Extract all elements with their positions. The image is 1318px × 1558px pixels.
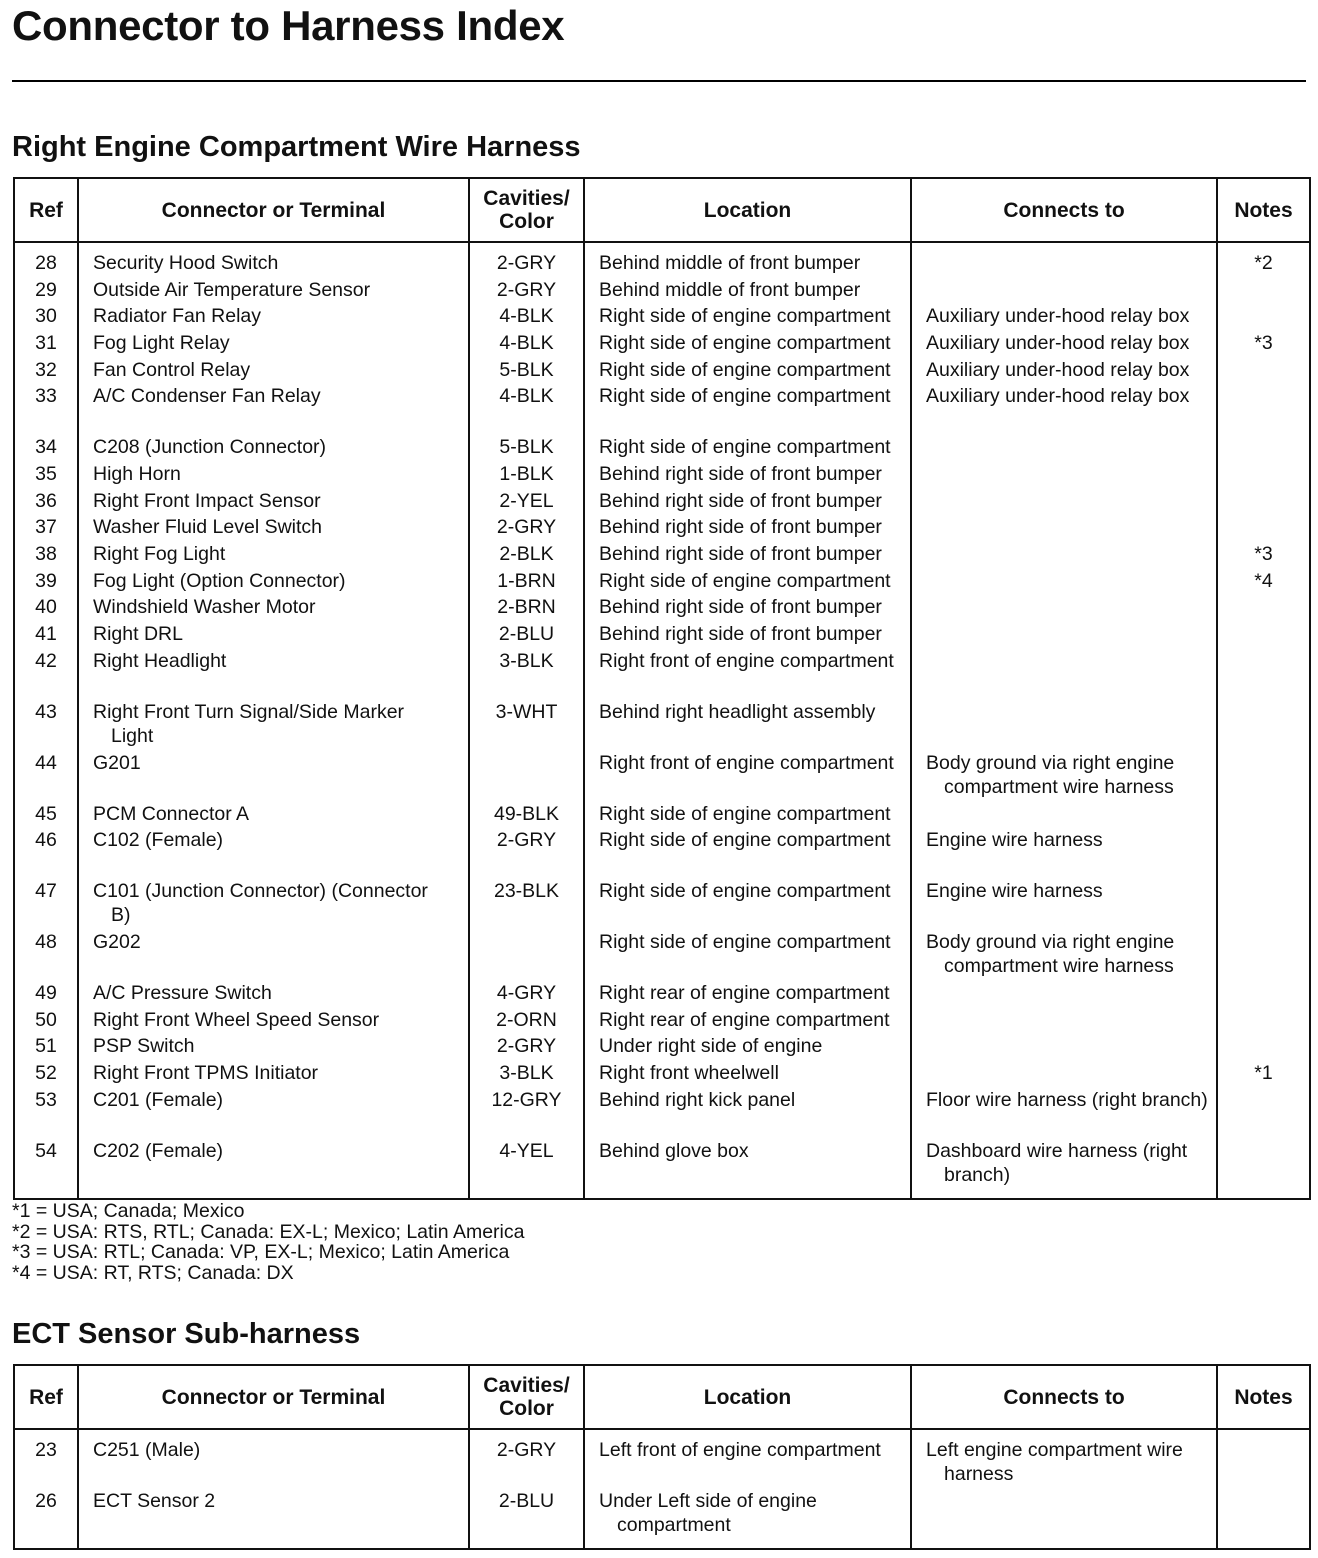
table-row	[14, 622, 1310, 649]
location-cell: Behind right side of front bumper	[584, 595, 911, 622]
ect-sensor-harness-table	[13, 1364, 1311, 1550]
table-row	[14, 331, 1310, 358]
connects-to-cell	[911, 649, 1217, 700]
notes-cell: *1	[1217, 1061, 1310, 1088]
cavities-cell: 2-BLU	[469, 622, 584, 649]
ref-cell: 52	[14, 1061, 78, 1088]
notes-cell	[1217, 358, 1310, 385]
connects-to-cell	[911, 1489, 1217, 1549]
footnote: *4 = USA: RT, RTS; Canada: DX	[12, 1261, 294, 1284]
connector-cell: Security Hood Switch	[78, 242, 469, 278]
connector-cell: Windshield Washer Motor	[78, 595, 469, 622]
notes-cell	[1217, 930, 1310, 981]
location-cell: Behind right side of front bumper	[584, 542, 911, 569]
table-row	[14, 1034, 1310, 1061]
table-row	[14, 1489, 1310, 1549]
ref-cell: 34	[14, 435, 78, 462]
notes-cell	[1217, 981, 1310, 1008]
connector-cell: C102 (Female)	[78, 828, 469, 879]
connector-cell: Fog Light Relay	[78, 331, 469, 358]
cavities-cell	[469, 930, 584, 981]
notes-cell	[1217, 1489, 1310, 1549]
table-row	[14, 595, 1310, 622]
right-engine-harness-table	[13, 177, 1311, 1200]
table-row	[14, 879, 1310, 930]
location-cell: Behind right side of front bumper	[584, 489, 911, 516]
ref-cell: 37	[14, 515, 78, 542]
table-row	[14, 930, 1310, 981]
connector-cell: ECT Sensor 2	[78, 1489, 469, 1549]
connects-to-cell: Engine wire harness	[911, 879, 1217, 930]
connector-cell: A/C Pressure Switch	[78, 981, 469, 1008]
location-cell: Behind right side of front bumper	[584, 462, 911, 489]
ref-cell: 46	[14, 828, 78, 879]
cavities-cell: 23-BLK	[469, 879, 584, 930]
footnote: *3 = USA: RTL; Canada: VP, EX-L; Mexico; Latin America	[12, 1241, 510, 1263]
connects-to-cell	[911, 802, 1217, 829]
cavities-cell: 4-BLK	[469, 384, 584, 435]
connects-to-cell: Auxiliary under-hood relay box	[911, 331, 1217, 358]
cavities-cell: 2-ORN	[469, 1008, 584, 1035]
location-cell: Right side of engine compartment	[584, 802, 911, 829]
notes-cell: *4	[1217, 569, 1310, 596]
location-cell: Under right side of engine	[584, 1034, 911, 1061]
location-cell: Right side of engine compartment	[584, 930, 911, 981]
connector-cell: Right Front TPMS Initiator	[78, 1061, 469, 1088]
notes-cell	[1217, 622, 1310, 649]
ref-cell: 48	[14, 930, 78, 981]
table-row	[14, 435, 1310, 462]
cavities-cell: 2-BLU	[469, 1489, 584, 1549]
notes-cell	[1217, 489, 1310, 516]
cavities-cell: 3-WHT	[469, 700, 584, 751]
connector-cell: C201 (Female)	[78, 1088, 469, 1139]
ref-cell: 42	[14, 649, 78, 700]
cavities-cell: 2-GRY	[469, 1034, 584, 1061]
table-row	[14, 802, 1310, 829]
cavities-cell: 2-GRY	[469, 515, 584, 542]
connects-to-cell	[911, 569, 1217, 596]
col-header-notes: Notes	[1217, 1365, 1310, 1429]
cavities-cell: 4-YEL	[469, 1139, 584, 1199]
ref-cell: 31	[14, 331, 78, 358]
ref-cell: 53	[14, 1088, 78, 1139]
location-cell: Right rear of engine compartment	[584, 981, 911, 1008]
ref-cell: 39	[14, 569, 78, 596]
location-cell: Right side of engine compartment	[584, 384, 911, 435]
table-row	[14, 1088, 1310, 1139]
col-header-notes: Notes	[1217, 178, 1310, 242]
footnote: *1 = USA; Canada; Mexico	[12, 1200, 245, 1222]
connects-to-cell	[911, 462, 1217, 489]
cavities-cell: 1-BLK	[469, 462, 584, 489]
cavities-cell: 49-BLK	[469, 802, 584, 829]
cavities-cell: 12-GRY	[469, 1088, 584, 1139]
connects-to-cell: Auxiliary under-hood relay box	[911, 384, 1217, 435]
notes-cell	[1217, 879, 1310, 930]
ref-cell: 41	[14, 622, 78, 649]
ref-cell: 40	[14, 595, 78, 622]
footnote: *2 = USA: RTS, RTL; Canada: EX-L; Mexico; Latin America	[12, 1220, 525, 1243]
notes-cell	[1217, 751, 1310, 802]
location-cell: Behind right side of front bumper	[584, 622, 911, 649]
cavities-cell: 5-BLK	[469, 358, 584, 385]
location-cell: Right front of engine compartment	[584, 649, 911, 700]
section-title-right-engine: Right Engine Compartment Wire Harness	[12, 131, 581, 163]
section-title-ect-sensor: ECT Sensor Sub-harness	[12, 1318, 361, 1350]
connects-to-cell	[911, 542, 1217, 569]
location-cell: Under Left side of engine compartment	[584, 1489, 911, 1549]
ref-cell: 38	[14, 542, 78, 569]
notes-cell	[1217, 802, 1310, 829]
location-cell: Right front of engine compartment	[584, 751, 911, 802]
page-title: Connector to Harness Index	[12, 2, 565, 49]
location-cell: Right side of engine compartment	[584, 304, 911, 331]
connector-cell: Radiator Fan Relay	[78, 304, 469, 331]
location-cell: Left front of engine compartment	[584, 1429, 911, 1489]
connector-cell: PSP Switch	[78, 1034, 469, 1061]
location-cell: Behind middle of front bumper	[584, 278, 911, 305]
ref-cell: 29	[14, 278, 78, 305]
location-cell: Right front wheelwell	[584, 1061, 911, 1088]
cavities-cell: 3-BLK	[469, 1061, 584, 1088]
cavities-cell: 2-BLK	[469, 542, 584, 569]
connects-to-cell	[911, 242, 1217, 278]
table-row	[14, 358, 1310, 385]
table-row	[14, 489, 1310, 516]
table-row	[14, 542, 1310, 569]
location-cell: Behind right headlight assembly	[584, 700, 911, 751]
connects-to-cell: Engine wire harness	[911, 828, 1217, 879]
table-row	[14, 828, 1310, 879]
location-cell: Behind glove box	[584, 1139, 911, 1199]
location-cell: Behind right kick panel	[584, 1088, 911, 1139]
connects-to-cell: Body ground via right engine compartment wire harness	[911, 751, 1217, 802]
table-row	[14, 462, 1310, 489]
notes-cell	[1217, 1139, 1310, 1199]
col-header-cavities: Cavities/ Color	[469, 1365, 584, 1429]
table-row	[14, 384, 1310, 435]
connector-cell: Fog Light (Option Connector)	[78, 569, 469, 596]
connector-cell: Fan Control Relay	[78, 358, 469, 385]
connects-to-cell	[911, 489, 1217, 516]
connects-to-cell: Body ground via right engine compartment wire harness	[911, 930, 1217, 981]
connects-to-cell: Left engine compartment wire harness	[911, 1429, 1217, 1489]
notes-cell	[1217, 828, 1310, 879]
ref-cell: 50	[14, 1008, 78, 1035]
table-row	[14, 700, 1310, 751]
notes-cell	[1217, 649, 1310, 700]
connector-cell: C208 (Junction Connector)	[78, 435, 469, 462]
table-row	[14, 649, 1310, 700]
col-header-connects-to: Connects to	[911, 178, 1217, 242]
ref-cell: 30	[14, 304, 78, 331]
notes-cell	[1217, 304, 1310, 331]
notes-cell: *2	[1217, 242, 1310, 278]
connects-to-cell	[911, 278, 1217, 305]
table-row	[14, 1008, 1310, 1035]
connector-cell: Right Front Impact Sensor	[78, 489, 469, 516]
connector-cell: Right Front Turn Signal/Side Marker Light	[78, 700, 469, 751]
location-cell: Behind right side of front bumper	[584, 515, 911, 542]
notes-cell	[1217, 1429, 1310, 1489]
connects-to-cell: Dashboard wire harness (right branch)	[911, 1139, 1217, 1199]
connects-to-cell: Auxiliary under-hood relay box	[911, 358, 1217, 385]
connector-cell: C101 (Junction Connector) (Connector B)	[78, 879, 469, 930]
connects-to-cell	[911, 981, 1217, 1008]
cavities-cell: 2-GRY	[469, 242, 584, 278]
col-header-location: Location	[584, 178, 911, 242]
table-row	[14, 304, 1310, 331]
connector-cell: Right Front Wheel Speed Sensor	[78, 1008, 469, 1035]
col-header-ref: Ref	[14, 178, 78, 242]
ref-cell: 36	[14, 489, 78, 516]
ref-cell: 54	[14, 1139, 78, 1199]
connector-cell: PCM Connector A	[78, 802, 469, 829]
location-cell: Right side of engine compartment	[584, 435, 911, 462]
connects-to-cell	[911, 622, 1217, 649]
cavities-cell: 1-BRN	[469, 569, 584, 596]
notes-cell	[1217, 700, 1310, 751]
table-row	[14, 1139, 1310, 1199]
cavities-cell	[469, 751, 584, 802]
location-cell: Right side of engine compartment	[584, 828, 911, 879]
notes-cell: *3	[1217, 542, 1310, 569]
cavities-cell: 3-BLK	[469, 649, 584, 700]
connects-to-cell	[911, 515, 1217, 542]
table-row	[14, 242, 1310, 278]
ref-cell: 26	[14, 1489, 78, 1549]
ref-cell: 28	[14, 242, 78, 278]
connector-cell: High Horn	[78, 462, 469, 489]
location-cell: Behind middle of front bumper	[584, 242, 911, 278]
table-row	[14, 278, 1310, 305]
notes-cell	[1217, 278, 1310, 305]
ref-cell: 44	[14, 751, 78, 802]
connector-cell: A/C Condenser Fan Relay	[78, 384, 469, 435]
connector-cell: Right DRL	[78, 622, 469, 649]
ref-cell: 47	[14, 879, 78, 930]
ref-cell: 45	[14, 802, 78, 829]
cavities-cell: 4-BLK	[469, 331, 584, 358]
ref-cell: 51	[14, 1034, 78, 1061]
col-header-connector: Connector or Terminal	[78, 178, 469, 242]
notes-cell	[1217, 515, 1310, 542]
connects-to-cell	[911, 1034, 1217, 1061]
notes-cell	[1217, 1088, 1310, 1139]
notes-cell	[1217, 1034, 1310, 1061]
cavities-cell: 2-YEL	[469, 489, 584, 516]
notes-cell	[1217, 462, 1310, 489]
col-header-connector: Connector or Terminal	[78, 1365, 469, 1429]
col-header-connects-to: Connects to	[911, 1365, 1217, 1429]
cavities-cell: 2-GRY	[469, 1429, 584, 1489]
location-cell: Right side of engine compartment	[584, 569, 911, 596]
notes-cell	[1217, 384, 1310, 435]
connector-cell: C202 (Female)	[78, 1139, 469, 1199]
location-cell: Right rear of engine compartment	[584, 1008, 911, 1035]
connects-to-cell	[911, 1008, 1217, 1035]
ref-cell: 33	[14, 384, 78, 435]
connects-to-cell	[911, 435, 1217, 462]
ref-cell: 43	[14, 700, 78, 751]
footnotes	[12, 1201, 524, 1283]
notes-cell	[1217, 1008, 1310, 1035]
ref-cell: 32	[14, 358, 78, 385]
notes-cell	[1217, 435, 1310, 462]
notes-cell: *3	[1217, 331, 1310, 358]
connector-cell: Outside Air Temperature Sensor	[78, 278, 469, 305]
table-row	[14, 569, 1310, 596]
table-row	[14, 751, 1310, 802]
ref-cell: 35	[14, 462, 78, 489]
cavities-cell: 4-BLK	[469, 304, 584, 331]
cavities-cell: 2-GRY	[469, 278, 584, 305]
cavities-cell: 2-BRN	[469, 595, 584, 622]
connector-cell: Right Headlight	[78, 649, 469, 700]
title-divider	[12, 80, 1306, 82]
col-header-cavities: Cavities/ Color	[469, 178, 584, 242]
cavities-cell: 2-GRY	[469, 828, 584, 879]
location-cell: Right side of engine compartment	[584, 331, 911, 358]
location-cell: Right side of engine compartment	[584, 358, 911, 385]
connects-to-cell: Auxiliary under-hood relay box	[911, 304, 1217, 331]
ref-cell: 23	[14, 1429, 78, 1489]
connector-cell: Right Fog Light	[78, 542, 469, 569]
table-row	[14, 1061, 1310, 1088]
notes-cell	[1217, 595, 1310, 622]
ref-cell: 49	[14, 981, 78, 1008]
connects-to-cell	[911, 1061, 1217, 1088]
cavities-cell: 5-BLK	[469, 435, 584, 462]
table-row	[14, 1429, 1310, 1489]
connector-cell: C251 (Male)	[78, 1429, 469, 1489]
table-row	[14, 515, 1310, 542]
location-cell: Right side of engine compartment	[584, 879, 911, 930]
table-row	[14, 981, 1310, 1008]
connector-cell: Washer Fluid Level Switch	[78, 515, 469, 542]
table-header-row	[14, 178, 1310, 242]
table-header-row	[14, 1365, 1310, 1429]
col-header-ref: Ref	[14, 1365, 78, 1429]
connects-to-cell	[911, 700, 1217, 751]
connector-cell: G202	[78, 930, 469, 981]
connects-to-cell: Floor wire harness (right branch)	[911, 1088, 1217, 1139]
cavities-cell: 4-GRY	[469, 981, 584, 1008]
connects-to-cell	[911, 595, 1217, 622]
connector-cell: G201	[78, 751, 469, 802]
col-header-location: Location	[584, 1365, 911, 1429]
